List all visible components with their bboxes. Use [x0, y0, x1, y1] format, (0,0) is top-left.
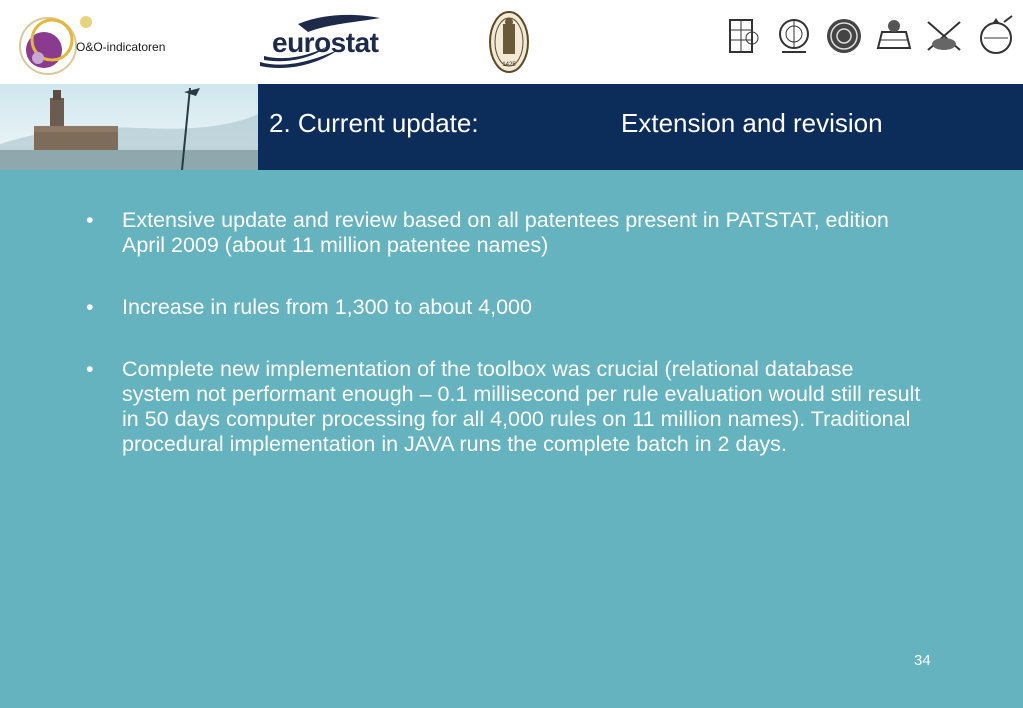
logo-bar: [0, 0, 1023, 84]
emblem-2-icon: [772, 14, 816, 58]
bullet-text: Complete new implementation of the toolbox was crucial (relational database system not performant enough – 0.1 millisecond per rule evaluation would still result in 50 days computer processing for all 4,000 rules on 11 million names). Traditional procedural implementation in JAVA runs the complete batch in 2 days.: [122, 357, 921, 456]
seal-year: 1425: [502, 62, 516, 68]
bullet-marker: •: [86, 357, 94, 381]
slide-content: [0, 170, 1023, 708]
bullet-text: Extensive update and review based on all patentees present in PATSTAT, edition April 2009 (about 11 million patentee names): [122, 208, 889, 257]
bullet-list: [86, 208, 926, 494]
eurostat-text: eurostat: [272, 27, 379, 58]
bullet-marker: •: [86, 295, 94, 319]
bullet-text: Increase in rules from 1,300 to about 4,000: [122, 295, 532, 319]
bullet-marker: •: [86, 208, 94, 232]
page-number: 34: [914, 652, 931, 669]
university-library-photo: [0, 84, 258, 170]
emblem-6-icon: [974, 14, 1018, 58]
bullet-item: [86, 295, 926, 320]
emblem-3-icon: [822, 14, 866, 58]
bullet-item: [86, 208, 926, 258]
bullet-item: [86, 357, 926, 457]
emblem-5-icon: [922, 14, 966, 58]
emblem-4-icon: [872, 14, 916, 58]
slide-title-left: 2. Current update:: [269, 108, 479, 138]
oo-logo-text: O&O-indicatoren: [76, 40, 166, 54]
emblem-1-icon: [722, 14, 766, 58]
slide-title-right: Extension and revision: [621, 108, 883, 138]
university-seal: [488, 10, 530, 74]
